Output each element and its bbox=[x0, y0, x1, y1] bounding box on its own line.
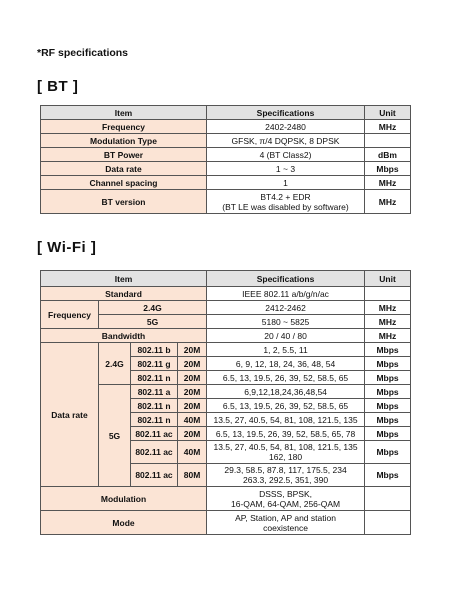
wifi-bandwidth-value: 20 / 40 / 80 bbox=[207, 329, 365, 343]
bt-spec-value: GFSK, π/4 DQPSK, 8 DPSK bbox=[207, 134, 365, 148]
wifi-datarate-bw: 40M bbox=[178, 413, 207, 427]
wifi-mode-value: AP, Station, AP and station coexistence bbox=[207, 511, 365, 535]
wifi-datarate-bw: 20M bbox=[178, 399, 207, 413]
wifi-datarate-mode: 802.11 n bbox=[131, 399, 178, 413]
wifi-datarate-unit: Mbps bbox=[365, 343, 411, 357]
wifi-datarate-value: 1, 2, 5.5, 11 bbox=[207, 343, 365, 357]
bt-item-label: Frequency bbox=[41, 120, 207, 134]
wifi-modulation-label: Modulation bbox=[41, 487, 207, 511]
bt-item-label: BT version bbox=[41, 190, 207, 214]
wifi-standard-label: Standard bbox=[41, 287, 207, 301]
wifi-datarate-mode: 802.11 n bbox=[131, 371, 178, 385]
bt-item-label: Channel spacing bbox=[41, 176, 207, 190]
wifi-standard-unit bbox=[365, 287, 411, 301]
wifi-datarate-value: 29.3, 58.5, 87.8, 117, 175.5, 234 263.3, 292.5, 351, 390 bbox=[207, 464, 365, 487]
wifi-datarate-mode: 802.11 ac bbox=[131, 441, 178, 464]
bt-unit-value: MHz bbox=[365, 176, 411, 190]
wifi-datarate-band-24: 2.4G bbox=[99, 343, 131, 385]
wifi-datarate-mode: 802.11 n bbox=[131, 413, 178, 427]
wifi-datarate-bw: 20M bbox=[178, 385, 207, 399]
wifi-datarate-mode: 802.11 ac bbox=[131, 464, 178, 487]
wifi-datarate-bw: 20M bbox=[178, 427, 207, 441]
wifi-datarate-value: 13.5, 27, 40.5, 54, 81, 108, 121.5, 135 bbox=[207, 413, 365, 427]
wifi-spec-table bbox=[40, 270, 411, 535]
wifi-bandwidth-label: Bandwidth bbox=[41, 329, 207, 343]
bt-header-unit: Unit bbox=[365, 106, 411, 120]
bt-header-item: Item bbox=[41, 106, 207, 120]
wifi-datarate-mode: 802.11 ac bbox=[131, 427, 178, 441]
bt-spec-value: 1 bbox=[207, 176, 365, 190]
wifi-datarate-mode: 802.11 g bbox=[131, 357, 178, 371]
bt-section-title: [ BT ] bbox=[37, 78, 79, 95]
wifi-frequency-label: Frequency bbox=[41, 301, 99, 329]
bt-unit-value bbox=[365, 134, 411, 148]
wifi-header-unit: Unit bbox=[365, 271, 411, 287]
bt-spec-value: BT4.2 + EDR (BT LE was disabled by software) bbox=[207, 190, 365, 214]
wifi-datarate-unit: Mbps bbox=[365, 357, 411, 371]
bt-item-label: BT Power bbox=[41, 148, 207, 162]
wifi-datarate-bw: 20M bbox=[178, 371, 207, 385]
wifi-datarate-unit: Mbps bbox=[365, 441, 411, 464]
bt-item-label: Modulation Type bbox=[41, 134, 207, 148]
bt-spec-value: 4 (BT Class2) bbox=[207, 148, 365, 162]
wifi-frequency-value: 5180 ~ 5825 bbox=[207, 315, 365, 329]
wifi-datarate-bw: 40M bbox=[178, 441, 207, 464]
wifi-datarate-label: Data rate bbox=[41, 343, 99, 487]
wifi-frequency-band: 5G bbox=[99, 315, 207, 329]
wifi-datarate-unit: Mbps bbox=[365, 464, 411, 487]
wifi-datarate-mode: 802.11 a bbox=[131, 385, 178, 399]
bt-unit-value: MHz bbox=[365, 190, 411, 214]
wifi-mode-label: Mode bbox=[41, 511, 207, 535]
wifi-datarate-unit: Mbps bbox=[365, 413, 411, 427]
wifi-datarate-bw: 80M bbox=[178, 464, 207, 487]
wifi-frequency-band: 2.4G bbox=[99, 301, 207, 315]
wifi-frequency-unit: MHz bbox=[365, 301, 411, 315]
bt-item-label: Data rate bbox=[41, 162, 207, 176]
wifi-bandwidth-unit: MHz bbox=[365, 329, 411, 343]
wifi-standard-value: IEEE 802.11 a/b/g/n/ac bbox=[207, 287, 365, 301]
wifi-frequency-unit: MHz bbox=[365, 315, 411, 329]
wifi-frequency-value: 2412-2462 bbox=[207, 301, 365, 315]
wifi-datarate-unit: Mbps bbox=[365, 427, 411, 441]
wifi-header-spec: Specifications bbox=[207, 271, 365, 287]
wifi-datarate-unit: Mbps bbox=[365, 385, 411, 399]
wifi-header-item: Item bbox=[41, 271, 207, 287]
wifi-datarate-bw: 20M bbox=[178, 357, 207, 371]
bt-spec-value: 2402-2480 bbox=[207, 120, 365, 134]
wifi-datarate-value: 6, 9, 12, 18, 24, 36, 48, 54 bbox=[207, 357, 365, 371]
bt-spec-value: 1 ~ 3 bbox=[207, 162, 365, 176]
bt-spec-table bbox=[40, 105, 411, 214]
wifi-datarate-unit: Mbps bbox=[365, 399, 411, 413]
wifi-datarate-value: 6.5, 13, 19.5, 26, 39, 52, 58.5, 65 bbox=[207, 399, 365, 413]
wifi-datarate-unit: Mbps bbox=[365, 371, 411, 385]
bt-unit-value: MHz bbox=[365, 120, 411, 134]
wifi-modulation-unit bbox=[365, 487, 411, 511]
wifi-datarate-value: 6.5, 13, 19.5, 26, 39, 52, 58.5, 65 bbox=[207, 371, 365, 385]
wifi-datarate-value: 13.5, 27, 40.5, 54, 81, 108, 121.5, 135 162, 180 bbox=[207, 441, 365, 464]
wifi-datarate-mode: 802.11 b bbox=[131, 343, 178, 357]
page-title: *RF specifications bbox=[37, 47, 129, 59]
wifi-datarate-value: 6.5, 13, 19.5, 26, 39, 52, 58.5, 65, 78 bbox=[207, 427, 365, 441]
bt-header-spec: Specifications bbox=[207, 106, 365, 120]
wifi-modulation-value: DSSS, BPSK, 16-QAM, 64-QAM, 256-QAM bbox=[207, 487, 365, 511]
wifi-datarate-value: 6,9,12,18,24,36,48,54 bbox=[207, 385, 365, 399]
wifi-datarate-band-5: 5G bbox=[99, 385, 131, 487]
bt-unit-value: Mbps bbox=[365, 162, 411, 176]
wifi-section-title: [ Wi-Fi ] bbox=[37, 239, 97, 256]
wifi-datarate-bw: 20M bbox=[178, 343, 207, 357]
wifi-mode-unit bbox=[365, 511, 411, 535]
bt-unit-value: dBm bbox=[365, 148, 411, 162]
